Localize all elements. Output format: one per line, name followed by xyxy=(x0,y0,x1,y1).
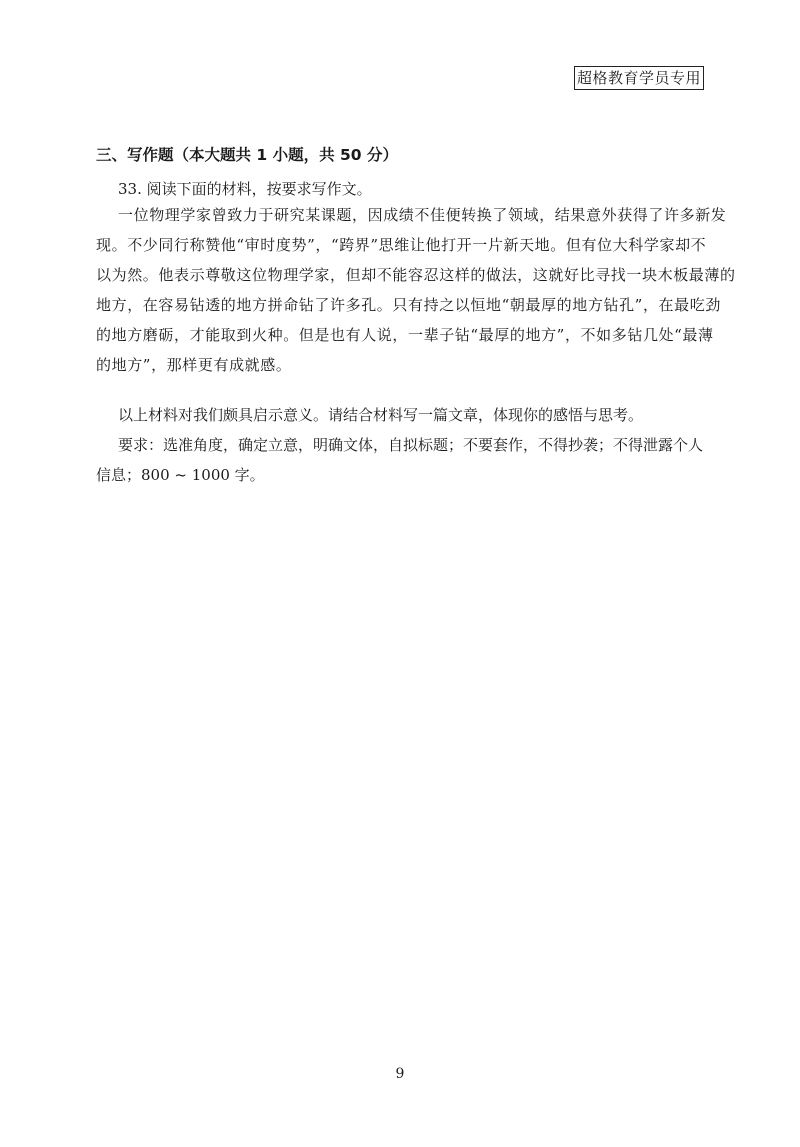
material-line: 一位物理学家曾致力于研究某课题，因成绩不佳便转换了领域，结果意外获得了许多新发 xyxy=(118,206,727,224)
material-line: 以为然。他表示尊敬这位物理学家，但却不能容忍这样的做法，这就好比寻找一块木板最薄的 xyxy=(96,266,736,284)
prompt-requirements-cont: 信息；800 ~ 1000 字。 xyxy=(96,466,265,484)
page-number: 9 xyxy=(395,1066,405,1082)
material-line: 现。不少同行称赞他“审时度势”，“跨界”思维让他打开一片新天地。但有位大科学家却不 xyxy=(96,236,707,254)
section-title: 三、写作题（本大题共 1 小题，共 50 分） xyxy=(96,146,398,164)
prompt-requirements: 要求：选准角度，确定立意，明确文体，自拟标题；不要套作，不得抄袭；不得泄露个人 xyxy=(118,436,704,454)
reading-material xyxy=(96,200,736,380)
material-line: 的地方”，那样更有成就感。 xyxy=(96,356,292,374)
student-use-stamp: 超格教育学员专用 xyxy=(574,66,704,90)
material-line: 的地方磨砺，才能取到火种。但是也有人说，一辈子钻“最厚的地方”，不如多钻几处“最薄 xyxy=(96,326,714,344)
material-line: 地方，在容易钻透的地方拼命钻了许多孔。只有持之以恒地“朝最厚的地方钻孔”，在最吃劲 xyxy=(96,296,721,314)
writing-requirements xyxy=(96,400,710,490)
question-prompt: 33. 阅读下面的材料，按要求写作文。 xyxy=(118,180,372,198)
prompt-instruction: 以上材料对我们颇具启示意义。请结合材料写一篇文章，体现你的感悟与思考。 xyxy=(118,406,644,424)
